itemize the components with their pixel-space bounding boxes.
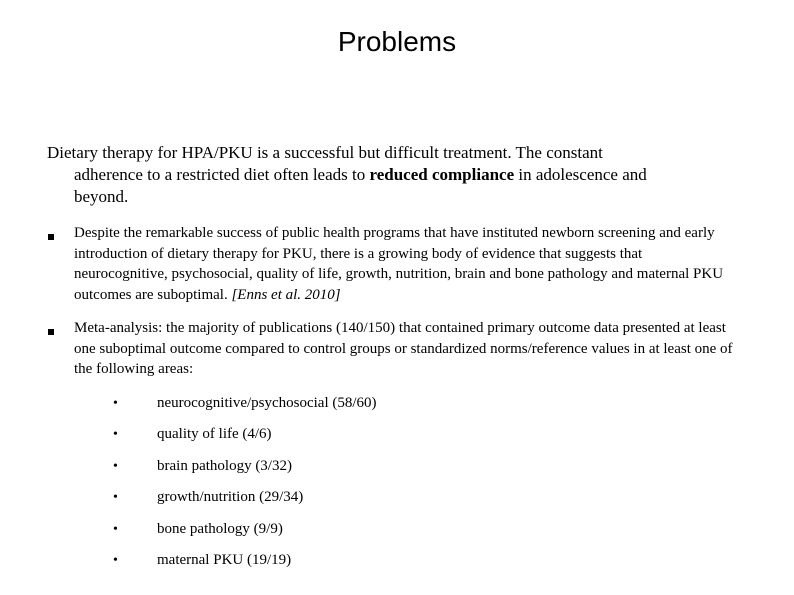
intro-line-3: beyond. <box>74 187 129 206</box>
intro-line-1: Dietary therapy for HPA/PKU is a successful but difficult treatment. The constant <box>47 143 603 162</box>
slide-title: Problems <box>337 26 457 57</box>
sub-item: maternal PKU (19/19) <box>157 552 292 568</box>
square-bullet-icon <box>48 234 54 240</box>
dot-bullet-icon: • <box>113 553 118 568</box>
bullet-item-2: Meta-analysis: the majority of publications (140/150) that contained primary outcome data presented at least one suboptimal outcome compared to control groups or standardized norms/reference values in at least one of the following areas: <box>74 320 733 377</box>
sub-item: quality of life (4/6) <box>157 426 272 442</box>
intro-line-2 <box>47 164 767 186</box>
dot-bullet-icon: • <box>113 522 118 537</box>
dot-bullet-icon: • <box>113 396 118 411</box>
dot-bullet-icon: • <box>113 427 118 442</box>
intro-line-2-end: in adolescence and <box>514 165 647 184</box>
bullet-item-1-text: Despite the remarkable success of public health programs that have instituted newborn screening and early introduction of dietary therapy for PKU, there is a growing body of evidence that suggests that neurocognitive, psychosocial, quality of life, growth, nutrition, brain and bone pathology and maternal PKU outcomes are suboptimal. <box>74 225 724 303</box>
dot-bullet-icon: • <box>113 459 118 474</box>
bullet-item-1-citation: [Enns et al. 2010] <box>231 286 341 303</box>
dot-bullet-icon: • <box>113 490 118 505</box>
sub-item: neurocognitive/psychosocial (58/60) <box>157 395 377 411</box>
bullet-item-1 <box>74 223 739 305</box>
intro-paragraph <box>47 142 767 208</box>
intro-line-2-start: adherence to a restricted diet often leads to <box>74 165 370 184</box>
square-bullet-icon <box>48 329 54 335</box>
sub-item: brain pathology (3/32) <box>157 458 292 474</box>
sub-item: growth/nutrition (29/34) <box>157 489 304 505</box>
intro-emphasis: reduced compliance <box>369 165 515 184</box>
sub-item: bone pathology (9/9) <box>157 521 283 537</box>
